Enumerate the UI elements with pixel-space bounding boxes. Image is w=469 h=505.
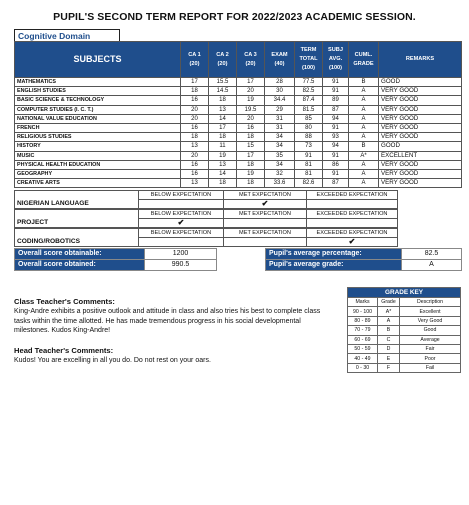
table-row bbox=[15, 114, 462, 123]
ca1-score: 18 bbox=[181, 133, 209, 142]
term-total: 85 bbox=[295, 114, 323, 123]
subject-average: 94 bbox=[323, 114, 349, 123]
exam-score: 31 bbox=[265, 114, 295, 123]
average-grade-label: Pupil's average grade: bbox=[266, 260, 402, 271]
grade-key-row bbox=[348, 326, 461, 335]
table-row bbox=[15, 133, 462, 142]
table-header-row bbox=[15, 42, 462, 78]
cumulative-grade: A bbox=[349, 133, 379, 142]
subject-average: 94 bbox=[323, 142, 349, 151]
class-teacher-text: King-Andre exhibits a positive outlook and attitude in class and also tries his best to complete class tasks within the time allotted. He has made tremendous progress in his social developmental milestones. Kudos King-Andre! bbox=[14, 308, 321, 335]
cumulative-grade: A bbox=[349, 160, 379, 169]
subject-average: 91 bbox=[323, 78, 349, 87]
expectation-level-label: BELOW EXPECTATION bbox=[139, 229, 224, 238]
ca1-score: 16 bbox=[181, 160, 209, 169]
remark: VERY GOOD bbox=[379, 133, 462, 142]
grade-key-grade: A* bbox=[378, 307, 400, 316]
head-teacher-comments bbox=[14, 346, 334, 366]
subject-name: MATHEMATICS bbox=[15, 78, 181, 87]
cumulative-grade: A bbox=[349, 96, 379, 105]
grade-key-marks: 60 - 69 bbox=[348, 335, 378, 344]
term-total: 80 bbox=[295, 123, 323, 132]
ca3-score: 19 bbox=[237, 169, 265, 178]
subject-average: 91 bbox=[323, 87, 349, 96]
subject-average: 91 bbox=[323, 169, 349, 178]
grade-key-row bbox=[348, 354, 461, 363]
table-row bbox=[15, 78, 462, 87]
grade-key-row bbox=[348, 363, 461, 372]
ca1-score: 18 bbox=[181, 87, 209, 96]
ca1-score: 20 bbox=[181, 151, 209, 160]
subject-name: CREATIVE ARTS bbox=[15, 179, 181, 188]
ca3-score: 19.5 bbox=[237, 105, 265, 114]
grade-key-description: Good bbox=[400, 326, 461, 335]
header-ca1: CA 1 (20) bbox=[181, 42, 209, 78]
average-percentage-value: 82.5 bbox=[402, 249, 462, 260]
subject-average: 91 bbox=[323, 123, 349, 132]
header-subj-avg: SUBJ AVG. (100) bbox=[323, 42, 349, 78]
remark: VERY GOOD bbox=[379, 105, 462, 114]
remark: VERY GOOD bbox=[379, 87, 462, 96]
score-obtainable-value: 1200 bbox=[145, 249, 217, 260]
expectation-level-label: MET EXPECTATION bbox=[224, 191, 307, 200]
grade-key-description: Fail bbox=[400, 363, 461, 372]
subject-average: 93 bbox=[323, 133, 349, 142]
average-percentage-label: Pupil's average percentage: bbox=[266, 249, 402, 260]
subject-name: FRENCH bbox=[15, 123, 181, 132]
report-title: PUPIL'S SECOND TERM REPORT FOR 2022/2023 ACADEMIC SESSION. bbox=[53, 11, 416, 23]
table-row bbox=[15, 87, 462, 96]
ca3-score: 17 bbox=[237, 151, 265, 160]
subject-name: BASIC SCIENCE & TECHNOLOGY bbox=[15, 96, 181, 105]
grade-key-header-marks: Marks bbox=[348, 298, 378, 307]
ca2-score: 13 bbox=[209, 160, 237, 169]
header-term-total: TERM TOTAL (100) bbox=[295, 42, 323, 78]
grade-key-header-grade: Grade bbox=[378, 298, 400, 307]
ca2-score: 14.5 bbox=[209, 87, 237, 96]
table-row bbox=[15, 169, 462, 178]
score-obtainable-label: Overall score obtainable: bbox=[15, 249, 145, 260]
checkmark-icon: ✔ bbox=[307, 238, 398, 247]
domain-label: Cognitive Domain bbox=[14, 29, 120, 41]
exam-score: 31 bbox=[265, 123, 295, 132]
cumulative-grade: A bbox=[349, 169, 379, 178]
ca3-score: 20 bbox=[237, 114, 265, 123]
grade-key-grade: F bbox=[378, 363, 400, 372]
expectation-level-label: EXCEEDED EXPECTATION bbox=[307, 229, 398, 238]
subject-average: 87 bbox=[323, 179, 349, 188]
exam-score: 34 bbox=[265, 142, 295, 151]
header-ca2: CA 2 (20) bbox=[209, 42, 237, 78]
ca2-score: 11 bbox=[209, 142, 237, 151]
term-total: 91 bbox=[295, 151, 323, 160]
extra-project bbox=[14, 209, 398, 228]
subject-average: 91 bbox=[323, 151, 349, 160]
checkmark-icon: ✔ bbox=[139, 219, 224, 228]
grade-key-marks: 50 - 59 bbox=[348, 344, 378, 353]
ca1-score: 17 bbox=[181, 78, 209, 87]
empty-cell bbox=[139, 238, 224, 247]
extra-subject-name: CODING/ROBOTICS bbox=[15, 229, 139, 247]
grade-key-header-row bbox=[348, 298, 461, 307]
header-ca3: CA 3 (20) bbox=[237, 42, 265, 78]
empty-cell bbox=[224, 238, 307, 247]
subject-average: 87 bbox=[323, 105, 349, 114]
grade-key-description: Fair bbox=[400, 344, 461, 353]
expectation-level-label: EXCEEDED EXPECTATION bbox=[307, 210, 398, 219]
term-total: 82.6 bbox=[295, 179, 323, 188]
cumulative-grade: A bbox=[349, 123, 379, 132]
cumulative-grade: A bbox=[349, 87, 379, 96]
header-cuml-grade: CUML. GRADE bbox=[349, 42, 379, 78]
exam-score: 33.6 bbox=[265, 179, 295, 188]
exam-score: 34 bbox=[265, 133, 295, 142]
cumulative-grade: B bbox=[349, 142, 379, 151]
ca1-score: 16 bbox=[181, 96, 209, 105]
grade-key-description: Excellent bbox=[400, 307, 461, 316]
extra-coding-robotics bbox=[14, 228, 398, 247]
ca1-score: 16 bbox=[181, 123, 209, 132]
remark: VERY GOOD bbox=[379, 169, 462, 178]
empty-cell bbox=[139, 200, 224, 209]
ca3-score: 20 bbox=[237, 87, 265, 96]
grade-key-grade: D bbox=[378, 344, 400, 353]
grade-key-marks: 40 - 49 bbox=[348, 354, 378, 363]
exam-score: 30 bbox=[265, 87, 295, 96]
exam-score: 34 bbox=[265, 160, 295, 169]
grade-key-marks: 0 - 30 bbox=[348, 363, 378, 372]
exam-score: 32 bbox=[265, 169, 295, 178]
cumulative-grade: A bbox=[349, 114, 379, 123]
cumulative-grade: B bbox=[349, 78, 379, 87]
header-remarks: REMARKS bbox=[379, 42, 462, 78]
ca1-score: 16 bbox=[181, 169, 209, 178]
ca3-score: 19 bbox=[237, 96, 265, 105]
summary-row-2 bbox=[15, 260, 462, 271]
ca2-score: 15.5 bbox=[209, 78, 237, 87]
ca3-score: 18 bbox=[237, 160, 265, 169]
remark: GOOD bbox=[379, 78, 462, 87]
expectation-level-label: EXCEEDED EXPECTATION bbox=[307, 191, 398, 200]
remark: VERY GOOD bbox=[379, 160, 462, 169]
expectation-level-label: MET EXPECTATION bbox=[224, 210, 307, 219]
ca2-score: 18 bbox=[209, 133, 237, 142]
term-total: 88 bbox=[295, 133, 323, 142]
grade-key-grade: A bbox=[378, 316, 400, 325]
average-grade-value: A bbox=[402, 260, 462, 271]
subject-name: HISTORY bbox=[15, 142, 181, 151]
cumulative-grade: A bbox=[349, 105, 379, 114]
grade-key-header-description: Description bbox=[400, 298, 461, 307]
header-subjects: SUBJECTS bbox=[15, 42, 181, 78]
remark: VERY GOOD bbox=[379, 114, 462, 123]
grade-key-row bbox=[348, 344, 461, 353]
exam-score: 35 bbox=[265, 151, 295, 160]
class-teacher-heading: Class Teacher's Comments: bbox=[14, 297, 115, 306]
table-row bbox=[15, 142, 462, 151]
score-obtained-value: 990.5 bbox=[145, 260, 217, 271]
remark: VERY GOOD bbox=[379, 96, 462, 105]
grade-key-table bbox=[347, 287, 461, 373]
exam-score: 28 bbox=[265, 78, 295, 87]
grade-key-grade: E bbox=[378, 354, 400, 363]
ca1-score: 13 bbox=[181, 179, 209, 188]
empty-cell bbox=[307, 219, 398, 228]
ca3-score: 18 bbox=[237, 133, 265, 142]
score-obtained-label: Overall score obtained: bbox=[15, 260, 145, 271]
remark: VERY GOOD bbox=[379, 179, 462, 188]
subject-name: MUSIC bbox=[15, 151, 181, 160]
subjects-table bbox=[14, 41, 462, 188]
grade-key-description: Average bbox=[400, 335, 461, 344]
cumulative-grade: A* bbox=[349, 151, 379, 160]
table-row bbox=[15, 160, 462, 169]
expectation-level-label: BELOW EXPECTATION bbox=[139, 210, 224, 219]
class-teacher-comments bbox=[14, 297, 334, 336]
subject-average: 89 bbox=[323, 96, 349, 105]
grade-key-marks: 80 - 89 bbox=[348, 316, 378, 325]
ca1-score: 20 bbox=[181, 105, 209, 114]
term-total: 81 bbox=[295, 160, 323, 169]
subject-name: NATIONAL VALUE EDUCATION bbox=[15, 114, 181, 123]
term-total: 87.4 bbox=[295, 96, 323, 105]
grade-key-description: Very Good bbox=[400, 316, 461, 325]
grade-key-marks: 90 - 100 bbox=[348, 307, 378, 316]
expectation-level-label: BELOW EXPECTATION bbox=[139, 191, 224, 200]
head-teacher-text: Kudos! You are excelling in all you do. Do not rest on your oars. bbox=[14, 357, 211, 365]
remark: EXCELLENT bbox=[379, 151, 462, 160]
subject-name: ENGLISH STUDIES bbox=[15, 87, 181, 96]
expectation-level-label: MET EXPECTATION bbox=[224, 229, 307, 238]
table-row bbox=[15, 179, 462, 188]
term-total: 77.5 bbox=[295, 78, 323, 87]
grade-key-grade: B bbox=[378, 326, 400, 335]
extra-subject-name: PROJECT bbox=[15, 210, 139, 228]
exam-score: 29 bbox=[265, 105, 295, 114]
checkmark-icon: ✔ bbox=[224, 200, 307, 209]
extra-subject-name: NIGERIAN LANGUAGE bbox=[15, 191, 139, 209]
ca2-score: 14 bbox=[209, 169, 237, 178]
ca2-score: 13 bbox=[209, 105, 237, 114]
term-total: 81.5 bbox=[295, 105, 323, 114]
empty-cell bbox=[224, 219, 307, 228]
ca3-score: 17 bbox=[237, 78, 265, 87]
subject-name: GEOGRAPHY bbox=[15, 169, 181, 178]
exam-score: 34.4 bbox=[265, 96, 295, 105]
term-total: 81 bbox=[295, 169, 323, 178]
table-row bbox=[15, 151, 462, 160]
grade-key-description: Poor bbox=[400, 354, 461, 363]
ca2-score: 18 bbox=[209, 96, 237, 105]
ca2-score: 19 bbox=[209, 151, 237, 160]
subject-name: RELIGIOUS STUDIES bbox=[15, 133, 181, 142]
ca1-score: 20 bbox=[181, 114, 209, 123]
term-total: 73 bbox=[295, 142, 323, 151]
remark: VERY GOOD bbox=[379, 123, 462, 132]
subject-average: 86 bbox=[323, 160, 349, 169]
term-total: 82.5 bbox=[295, 87, 323, 96]
subject-name: COMPUTER STUDIES (I. C. T.) bbox=[15, 105, 181, 114]
ca3-score: 15 bbox=[237, 142, 265, 151]
ca2-score: 14 bbox=[209, 114, 237, 123]
grade-key-row bbox=[348, 316, 461, 325]
summary-row-1 bbox=[15, 249, 462, 260]
ca3-score: 16 bbox=[237, 123, 265, 132]
grade-key-row bbox=[348, 335, 461, 344]
head-teacher-heading: Head Teacher's Comments: bbox=[14, 346, 114, 355]
header-exam: EXAM (40) bbox=[265, 42, 295, 78]
summary-table bbox=[14, 248, 462, 271]
table-row bbox=[15, 96, 462, 105]
table-row bbox=[15, 105, 462, 114]
grade-key-title: GRADE KEY bbox=[348, 288, 461, 298]
empty-cell bbox=[307, 200, 398, 209]
cumulative-grade: A bbox=[349, 179, 379, 188]
table-row bbox=[15, 123, 462, 132]
ca3-score: 18 bbox=[237, 179, 265, 188]
ca1-score: 13 bbox=[181, 142, 209, 151]
subject-name: PHYSICAL HEALTH EDUCATION bbox=[15, 160, 181, 169]
ca2-score: 18 bbox=[209, 179, 237, 188]
grade-key-marks: 70 - 79 bbox=[348, 326, 378, 335]
grade-key-row bbox=[348, 307, 461, 316]
extra-nigerian-language bbox=[14, 190, 398, 209]
remark: GOOD bbox=[379, 142, 462, 151]
grade-key-grade: C bbox=[378, 335, 400, 344]
ca2-score: 17 bbox=[209, 123, 237, 132]
